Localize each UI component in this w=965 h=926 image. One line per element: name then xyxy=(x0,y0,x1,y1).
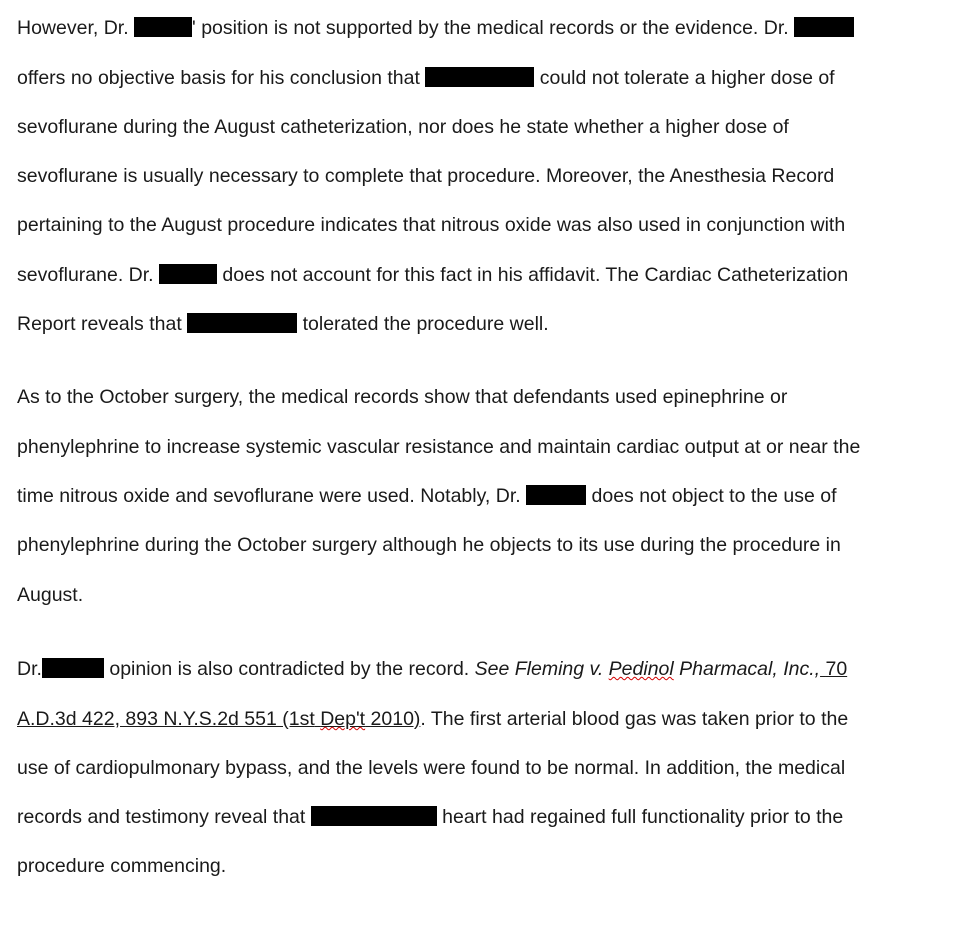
text-segment: records and testimony reveal that xyxy=(17,806,306,828)
text-segment: Dr. xyxy=(17,658,42,680)
text-line xyxy=(17,311,549,337)
text-line xyxy=(17,706,848,732)
redaction-box xyxy=(42,658,104,678)
text-line xyxy=(17,804,843,830)
text-line xyxy=(17,853,226,879)
spellcheck-flag: Pedinol xyxy=(608,658,674,680)
redaction-box xyxy=(425,67,534,87)
text-segment: could not tolerate a higher dose of xyxy=(539,67,835,89)
text-segment: does not object to the use of xyxy=(591,485,837,507)
text-segment: As to the October surgery, the medical records show that defendants used epinephrine or xyxy=(17,386,788,408)
text-line xyxy=(17,483,837,509)
text-line xyxy=(17,15,854,41)
redaction-box xyxy=(159,264,217,284)
text-segment: ' position is not supported by the medical records or the evidence. Dr. xyxy=(192,17,789,39)
text-line xyxy=(17,434,860,460)
case-citation-name: See Fleming v. Pedinol Pharmacal, Inc., xyxy=(474,658,821,680)
text-segment: pertaining to the August procedure indicates that nitrous oxide was also used in conjunction with xyxy=(17,214,846,236)
citation-reference: 70 xyxy=(825,658,848,680)
text-segment: heart had regained full functionality prior to the xyxy=(442,806,844,828)
text-line xyxy=(17,262,848,288)
text-segment: August. xyxy=(17,584,84,606)
redaction-box xyxy=(134,17,192,37)
text-line xyxy=(17,582,83,608)
text-segment: tolerated the procedure well. xyxy=(302,313,549,335)
text-segment: However, Dr. xyxy=(17,17,129,39)
text-line xyxy=(17,755,845,781)
redaction-box xyxy=(311,806,437,826)
text-segment: time nitrous oxide and sevoflurane were used. Notably, Dr. xyxy=(17,485,521,507)
text-segment: opinion is also contradicted by the record. xyxy=(109,658,470,680)
text-line xyxy=(17,656,847,682)
text-line xyxy=(17,532,841,558)
text-segment: procedure commencing. xyxy=(17,855,227,877)
text-line xyxy=(17,384,787,410)
text-segment: . The first arterial blood gas was taken prior to the xyxy=(420,708,849,730)
text-line xyxy=(17,65,835,91)
citation-reference: A.D.3d 422, 893 N.Y.S.2d 551 (1st Dep't 2010) xyxy=(17,708,421,730)
text-segment: does not account for this fact in his affidavit. The Cardiac Catheterization xyxy=(222,264,849,286)
text-segment: use of cardiopulmonary bypass, and the levels were found to be normal. In addition, the medical xyxy=(17,757,846,779)
text-segment: sevoflurane is usually necessary to complete that procedure. Moreover, the Anesthesia Record xyxy=(17,165,835,187)
text-segment: offers no objective basis for his conclusion that xyxy=(17,67,420,89)
redaction-box xyxy=(526,485,586,505)
text-segment: phenylephrine to increase systemic vascular resistance and maintain cardiac output at or near the xyxy=(17,436,861,458)
redaction-box xyxy=(794,17,854,37)
text-line xyxy=(17,163,834,189)
text-segment: sevoflurane during the August catheterization, nor does he state whether a higher dose of xyxy=(17,116,789,138)
text-segment: phenylephrine during the October surgery although he objects to its use during the procedure in xyxy=(17,534,841,556)
spellcheck-flag: Dep't xyxy=(320,708,366,730)
text-segment: Report reveals that xyxy=(17,313,182,335)
text-line xyxy=(17,212,845,238)
text-line xyxy=(17,114,789,140)
redaction-box xyxy=(187,313,297,333)
text-segment: sevoflurane. Dr. xyxy=(17,264,154,286)
